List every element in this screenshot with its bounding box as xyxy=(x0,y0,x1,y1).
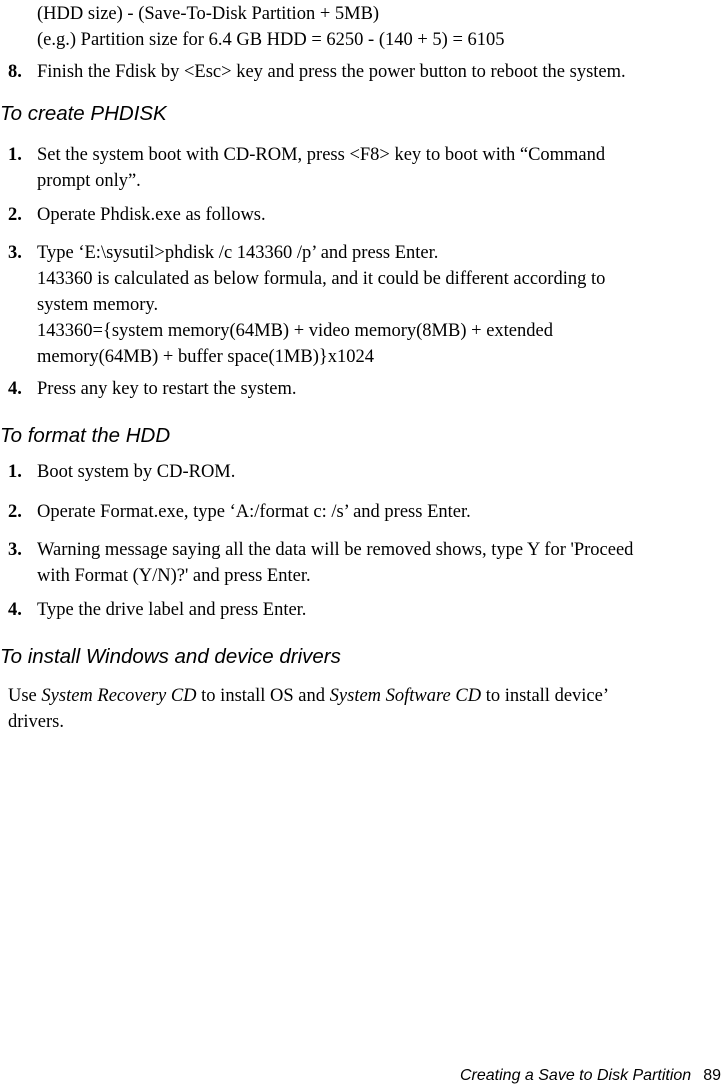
install-text: Use xyxy=(8,686,42,706)
footer-title: Creating a Save to Disk Partition xyxy=(459,1067,692,1084)
step-line: Type the drive label and press Enter. xyxy=(37,600,307,620)
step-text xyxy=(37,59,722,85)
step-line: Operate Phdisk.exe as follows. xyxy=(37,205,266,225)
install-text: to install OS and xyxy=(196,686,330,706)
continuation-line: (HDD size) - (Save-To-Disk Partition + 5MB) xyxy=(37,4,380,24)
step-text xyxy=(37,499,722,525)
step-line: with Format (Y/N)?' and press Enter. xyxy=(37,566,311,586)
step-text xyxy=(37,459,722,485)
section-heading-format: To format the HDD xyxy=(0,424,171,447)
cd-name-recovery: System Recovery CD xyxy=(41,686,197,706)
step-line: Operate Format.exe, type ‘A:/format c: /s’ and press Enter. xyxy=(37,502,471,522)
install-text: drivers. xyxy=(8,712,64,732)
step-line: Boot system by CD-ROM. xyxy=(37,462,236,482)
step-text xyxy=(37,142,722,194)
section-heading-install: To install Windows and device drivers xyxy=(0,645,341,668)
step-number: 2. xyxy=(8,502,22,522)
section-heading-phdisk: To create PHDISK xyxy=(0,102,167,125)
step-line: Press any key to restart the system. xyxy=(37,379,297,399)
step-line: Type ‘E:\sysutil>phdisk /c 143360 /p’ and press Enter. xyxy=(37,243,439,263)
step-line: Set the system boot with CD-ROM, press <F8> key to boot with “Command xyxy=(37,145,606,165)
step-text xyxy=(37,202,722,228)
continuation-line: (e.g.) Partition size for 6.4 GB HDD = 6250 - (140 + 5) = 6105 xyxy=(37,30,505,50)
step-line: 143360={system memory(64MB) + video memory(8MB) + extended xyxy=(37,321,553,341)
step-line: system memory. xyxy=(37,295,159,315)
cd-name-software: System Software CD xyxy=(329,686,482,706)
step-number: 1. xyxy=(8,145,22,165)
step-line: Warning message saying all the data will be removed shows, type Y for 'Proceed xyxy=(37,540,634,560)
step-number: 3. xyxy=(8,540,22,560)
step-number: 1. xyxy=(8,462,22,482)
step-number: 2. xyxy=(8,205,22,225)
step-number: 3. xyxy=(8,243,22,263)
step-number: 4. xyxy=(8,379,22,399)
step-number: 8. xyxy=(8,62,22,82)
page-number: 89 xyxy=(703,1067,721,1084)
install-paragraph xyxy=(8,683,720,735)
step-line: memory(64MB) + buffer space(1MB)}x1024 xyxy=(37,347,375,367)
step-text xyxy=(37,376,722,402)
step-line: Finish the Fdisk by <Esc> key and press the power button to reboot the system. xyxy=(37,62,626,82)
install-text: to install device’ xyxy=(481,686,609,706)
continuation-text xyxy=(37,1,505,53)
step-line: prompt only”. xyxy=(37,171,141,191)
step-text xyxy=(37,597,722,623)
step-text xyxy=(37,240,722,370)
step-number: 4. xyxy=(8,600,22,620)
page-footer xyxy=(460,1066,721,1086)
step-line: 143360 is calculated as below formula, and it could be different according to xyxy=(37,269,606,289)
step-text xyxy=(37,537,722,589)
